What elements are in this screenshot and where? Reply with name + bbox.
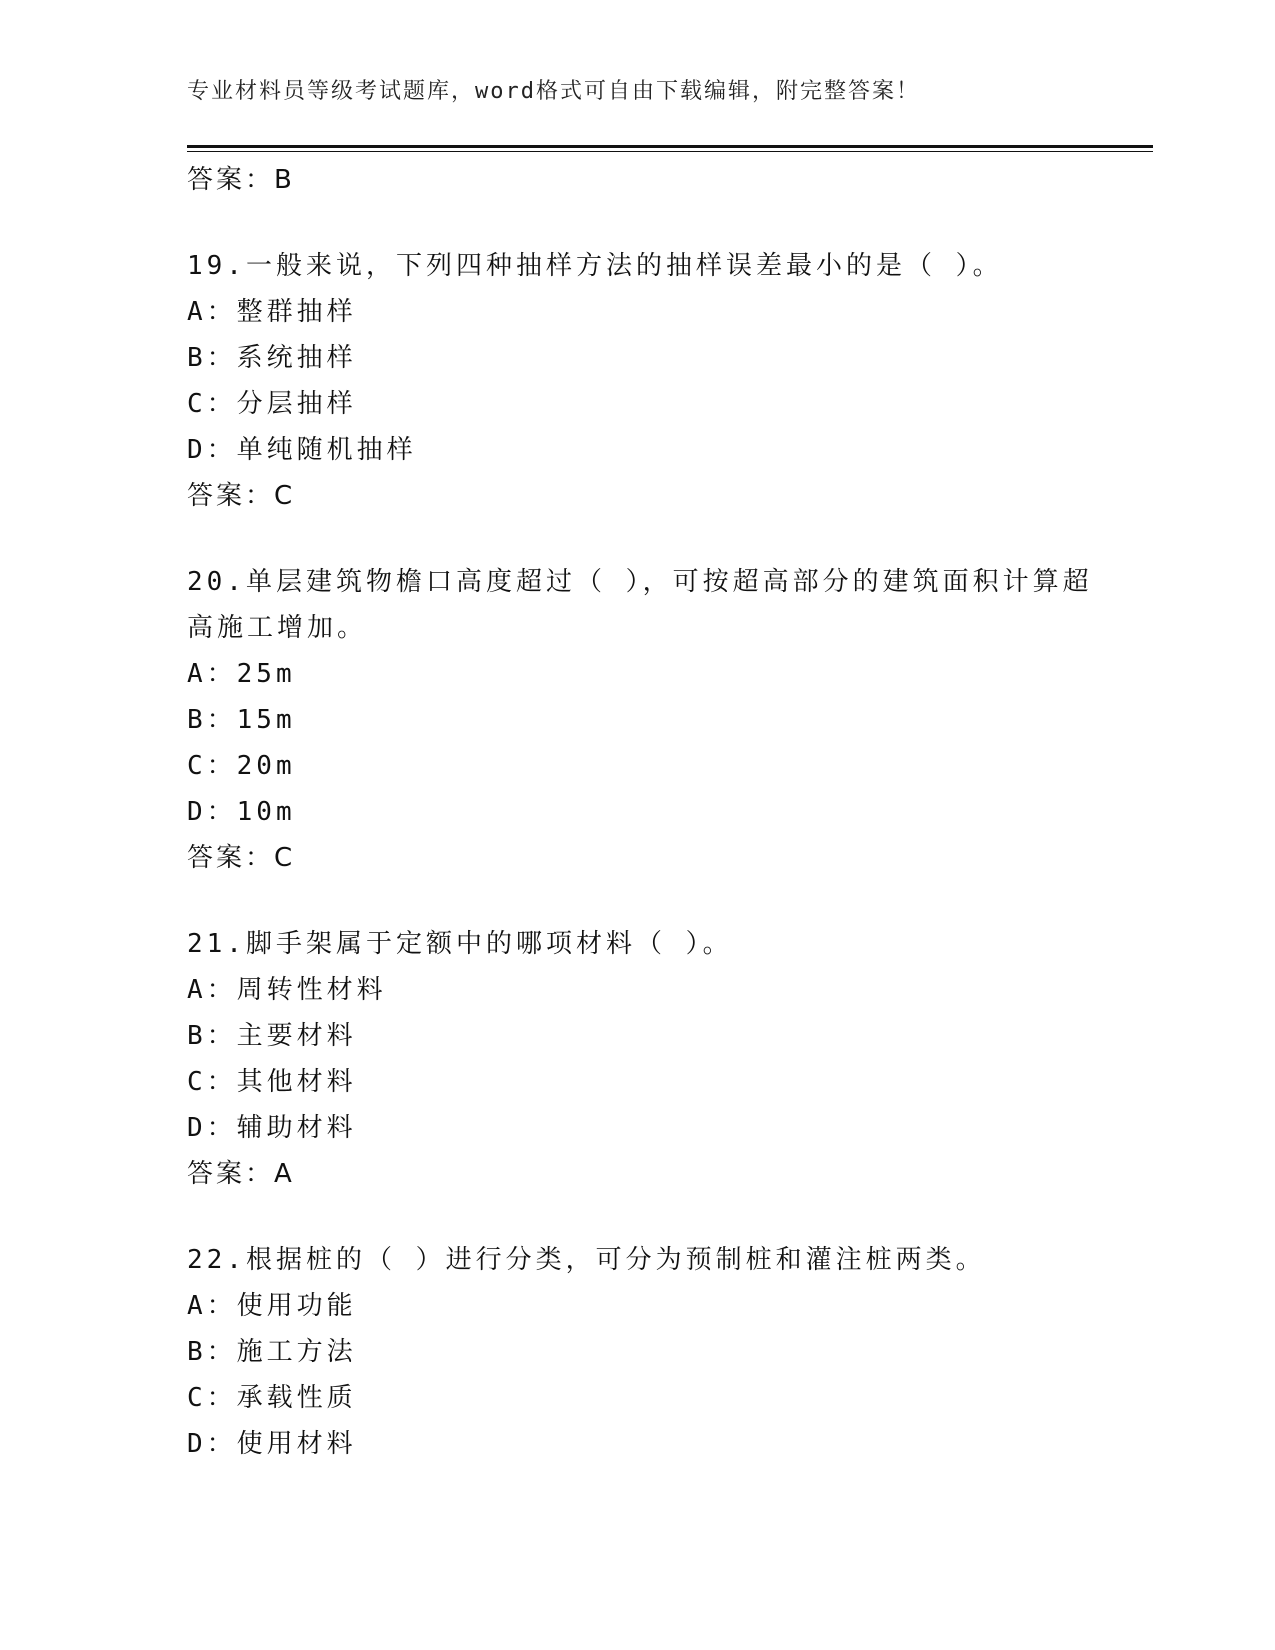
- question-20-stem-cont: 高施工增加。: [187, 613, 368, 643]
- question-19-option-d: D：单纯随机抽样: [187, 435, 417, 465]
- question-19-option-c: C：分层抽样: [187, 389, 357, 419]
- answer-prev: 答案：B: [187, 165, 295, 195]
- question-20-option-a: A：25m: [187, 659, 296, 689]
- question-20-option-b: B：15m: [187, 705, 296, 735]
- question-19-stem: 19.一般来说，下列四种抽样方法的抽样误差最小的是（ ）。: [187, 251, 1003, 281]
- question-20-answer: 答案：C: [187, 843, 296, 873]
- header-rule-thick: [187, 145, 1153, 148]
- question-22-option-b: B：施工方法: [187, 1337, 357, 1367]
- question-20-option-c: C：20m: [187, 751, 296, 781]
- question-21-option-d: D：辅助材料: [187, 1113, 357, 1143]
- question-22-option-d: D：使用材料: [187, 1429, 357, 1459]
- question-21-stem: 21.脚手架属于定额中的哪项材料（ ）。: [187, 929, 733, 959]
- question-22-stem: 22.根据桩的（ ）进行分类，可分为预制桩和灌注桩两类。: [187, 1245, 986, 1275]
- question-20-option-d: D：10m: [187, 797, 296, 827]
- question-21-answer: 答案：A: [187, 1159, 295, 1189]
- question-22-option-a: A：使用功能: [187, 1291, 357, 1321]
- question-21-option-a: A：周转性材料: [187, 975, 387, 1005]
- page-header: 专业材料员等级考试题库，word格式可自由下载编辑，附完整答案！: [187, 79, 920, 104]
- question-21-option-b: B：主要材料: [187, 1021, 357, 1051]
- question-19-option-b: B：系统抽样: [187, 343, 357, 373]
- question-19-option-a: A：整群抽样: [187, 297, 357, 327]
- question-list: [187, 158, 1147, 1468]
- header-rule-thin: [187, 151, 1153, 152]
- question-22-option-c: C：承载性质: [187, 1383, 357, 1413]
- question-19-answer: 答案：C: [187, 481, 296, 511]
- question-20-stem: 20.单层建筑物檐口高度超过（ ），可按超高部分的建筑面积计算超: [187, 567, 1093, 597]
- question-21-option-c: C：其他材料: [187, 1067, 357, 1097]
